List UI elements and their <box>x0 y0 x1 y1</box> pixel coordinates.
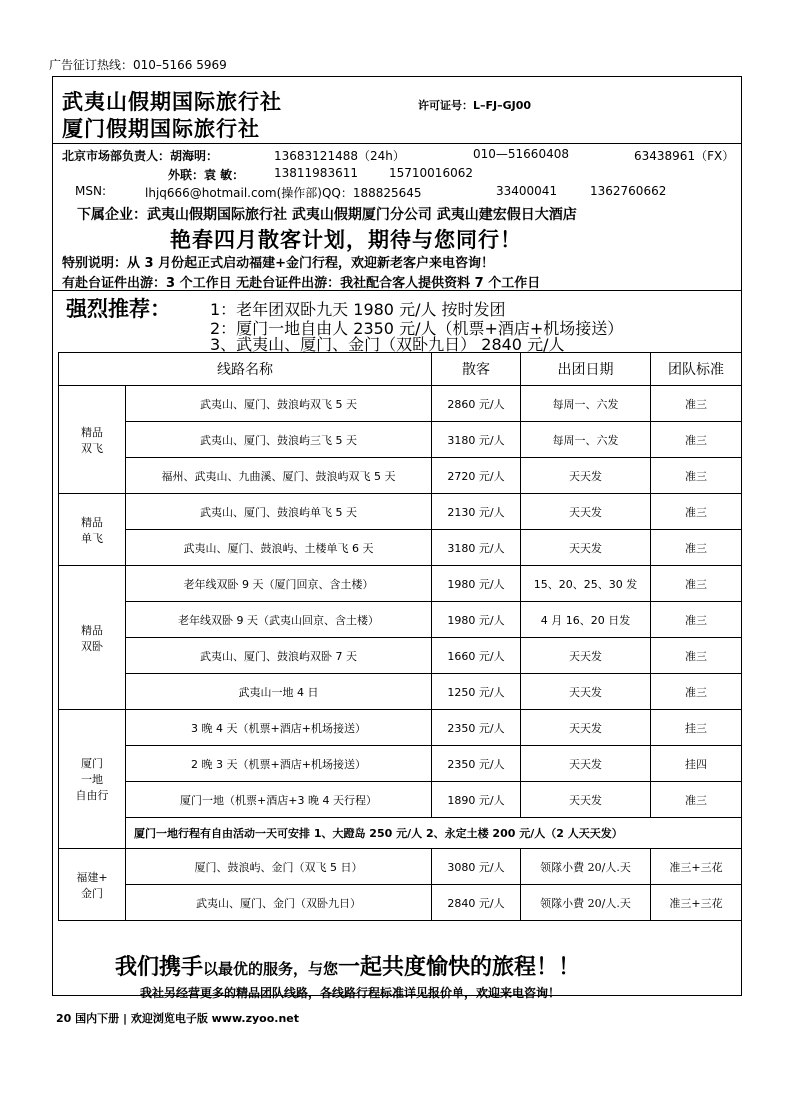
route-date: 天天发 <box>521 530 651 566</box>
recommend-item-2: 2：厦门一地自由人 2350 元/人（机票+酒店+机场接送） <box>210 319 624 338</box>
route-name: 武夷山、厦门、鼓浪屿、土楼单飞 6 天 <box>126 530 432 566</box>
divider <box>52 143 742 144</box>
route-price: 1250 元/人 <box>432 674 521 710</box>
phone-24h: 13683121488（24h） <box>274 149 405 163</box>
table-row <box>59 818 742 849</box>
route-date: 4 月 16、20 日发 <box>521 602 651 638</box>
route-standard: 准三 <box>651 782 742 818</box>
table-row <box>59 530 742 566</box>
route-price: 2720 元/人 <box>432 458 521 494</box>
route-date: 天天发 <box>521 710 651 746</box>
route-standard: 挂四 <box>651 746 742 782</box>
recommend-item-3: 3、武夷山、厦门、金门（双卧九日） 2840 元/人 <box>210 335 565 354</box>
route-name: 福州、武夷山、九曲溪、厦门、鼓浪屿双飞 5 天 <box>126 458 432 494</box>
route-price: 3180 元/人 <box>432 530 521 566</box>
route-name: 老年线双卧 9 天（武夷山回京、含土楼） <box>126 602 432 638</box>
route-price: 2350 元/人 <box>432 710 521 746</box>
route-date: 天天发 <box>521 782 651 818</box>
table-row <box>59 885 742 921</box>
affiliates: 下属企业：武夷山假期国际旅行社 武夷山假期厦门分公司 武夷山建宏假日大酒店 <box>77 207 577 223</box>
slogan-part: 愉快的旅程 <box>426 955 537 980</box>
route-standard: 准三+三花 <box>651 849 742 885</box>
route-date: 15、20、25、30 发 <box>521 566 651 602</box>
route-standard: 准三 <box>651 602 742 638</box>
route-price: 1980 元/人 <box>432 602 521 638</box>
category-line: 双卧 <box>81 639 103 653</box>
route-date: 天天发 <box>521 638 651 674</box>
route-price: 3080 元/人 <box>432 849 521 885</box>
category-line: 精品 <box>81 425 103 439</box>
qq-2: 33400041 <box>496 184 558 198</box>
recommend-item-1: 1：老年团双卧九天 1980 元/人 按时发团 <box>210 300 506 319</box>
agency-name-xiamen: 厦门假期国际旅行社 <box>62 117 260 141</box>
msn-label: MSN: <box>75 184 106 198</box>
category-cell <box>59 494 126 566</box>
category-line: 厦门 <box>81 757 103 770</box>
ad-hotline: 广告征订热线：010–5166 5969 <box>49 58 227 72</box>
table-row <box>59 566 742 602</box>
category-cell <box>59 710 126 849</box>
routes-table <box>58 352 742 921</box>
route-name: 厦门一地（机票+酒店+3 晚 4 天行程） <box>126 782 432 818</box>
route-standard: 准三 <box>651 458 742 494</box>
route-price: 1660 元/人 <box>432 638 521 674</box>
route-name: 老年线双卧 9 天（厦门回京、含土楼） <box>126 566 432 602</box>
route-standard: 挂三 <box>651 710 742 746</box>
table-row <box>59 638 742 674</box>
table-row <box>59 710 742 746</box>
route-price: 1890 元/人 <box>432 782 521 818</box>
category-line: 自由行 <box>75 789 109 802</box>
route-price: 2350 元/人 <box>432 746 521 782</box>
route-date: 天天发 <box>521 458 651 494</box>
route-name: 武夷山一地 4 日 <box>126 674 432 710</box>
table-row <box>59 422 742 458</box>
route-price: 3180 元/人 <box>432 422 521 458</box>
special-notice: 特别说明：从 3 月份起正式启动福建+金门行程，欢迎新老客户来电咨询！ <box>62 256 494 271</box>
visa-notice: 有赴台证件出游：3 个工作日 无赴台证件出游：我社配合客人提供资料 7 个工作日 <box>62 276 541 291</box>
license-number: 许可证号：L–FJ–GJ00 <box>418 99 532 112</box>
header-date: 出团日期 <box>521 353 651 386</box>
table-row <box>59 674 742 710</box>
category-line: 金门 <box>81 886 103 900</box>
route-standard: 准三 <box>651 530 742 566</box>
route-name: 武夷山、厦门、鼓浪屿三飞 5 天 <box>126 422 432 458</box>
route-standard: 准三 <box>651 638 742 674</box>
table-row <box>59 782 742 818</box>
route-standard: 准三 <box>651 386 742 422</box>
category-line: 精品 <box>81 623 103 637</box>
msn-qq: lhjq666@hotmail.com(操作部)QQ：188825645 <box>145 186 422 200</box>
divider <box>52 290 742 291</box>
category-cell <box>59 566 126 710</box>
route-date: 每周一、六发 <box>521 422 651 458</box>
table-row <box>59 494 742 530</box>
table-row <box>59 602 742 638</box>
manager-label: 北京市场部负责人：胡海明： <box>62 149 219 163</box>
foreign-liaison-label: 外联：袁 敏： <box>168 168 245 182</box>
table-row <box>59 386 742 422</box>
route-date: 天天发 <box>521 674 651 710</box>
category-line: 福建+ <box>76 870 108 884</box>
route-price: 1980 元/人 <box>432 566 521 602</box>
foreign-phone-2: 15710016062 <box>389 166 473 180</box>
route-standard: 准三 <box>651 494 742 530</box>
qq-3: 1362760662 <box>590 184 667 198</box>
category-cell <box>59 849 126 921</box>
route-name: 武夷山、厦门、鼓浪屿双卧 7 天 <box>126 638 432 674</box>
route-date: 领隊小費 20/人.天 <box>521 849 651 885</box>
foreign-phone-1: 13811983611 <box>274 166 358 180</box>
fax-number: 63438961（FX） <box>634 149 735 163</box>
route-name: 武夷山、厦门、鼓浪屿双飞 5 天 <box>126 386 432 422</box>
route-date: 天天发 <box>521 494 651 530</box>
route-standard: 准三 <box>651 566 742 602</box>
header-route: 线路名称 <box>59 353 432 386</box>
category-line: 一地 <box>81 773 103 786</box>
headline: 艳春四月散客计划，期待与您同行！ <box>170 228 522 252</box>
route-date: 领隊小費 20/人.天 <box>521 885 651 921</box>
table-header-row <box>59 353 742 386</box>
agency-name-wuyishan: 武夷山假期国际旅行社 <box>62 90 282 114</box>
header-standard: 团队标准 <box>651 353 742 386</box>
category-line: 双飞 <box>81 441 103 455</box>
route-note: 厦门一地行程有自由活动一天可安排 1、大蹬岛 250 元/人 2、永定土楼 200 元/人（2 人天天发） <box>126 818 742 849</box>
route-date: 每周一、六发 <box>521 386 651 422</box>
closing-line: 我社另经营更多的精品团队线路，各线路行程标准详见报价单，欢迎来电咨询！ <box>140 986 561 1000</box>
table-row <box>59 849 742 885</box>
route-name: 武夷山、厦门、鼓浪屿单飞 5 天 <box>126 494 432 530</box>
slogan-part: 一起共度 <box>338 955 427 980</box>
route-standard: 准三 <box>651 422 742 458</box>
table-row <box>59 746 742 782</box>
table-row <box>59 458 742 494</box>
route-price: 2130 元/人 <box>432 494 521 530</box>
route-standard: 准三 <box>651 674 742 710</box>
office-phone: 010—51660408 <box>473 147 569 161</box>
recommend-title: 强烈推荐： <box>66 297 171 321</box>
slogan <box>115 950 580 981</box>
header-price: 散客 <box>432 353 521 386</box>
slogan-part: 我们携手 <box>115 955 204 980</box>
category-line: 单飞 <box>81 531 103 545</box>
category-cell <box>59 386 126 494</box>
route-name: 厦门、鼓浪屿、金门（双飞 5 日） <box>126 849 432 885</box>
route-date: 天天发 <box>521 746 651 782</box>
route-name: 3 晚 4 天（机票+酒店+机场接送） <box>126 710 432 746</box>
slogan-part: 以最优的服务，与您 <box>203 960 339 978</box>
page-footer: 20 国内下册 | 欢迎浏览电子版 www.zyoo.net <box>56 1012 300 1025</box>
slogan-part: ！！ <box>536 955 581 980</box>
route-name: 武夷山、厦门、金门（双卧九日） <box>126 885 432 921</box>
route-standard: 准三+三花 <box>651 885 742 921</box>
category-line: 精品 <box>81 515 103 529</box>
route-name: 2 晚 3 天（机票+酒店+机场接送） <box>126 746 432 782</box>
route-price: 2840 元/人 <box>432 885 521 921</box>
route-price: 2860 元/人 <box>432 386 521 422</box>
